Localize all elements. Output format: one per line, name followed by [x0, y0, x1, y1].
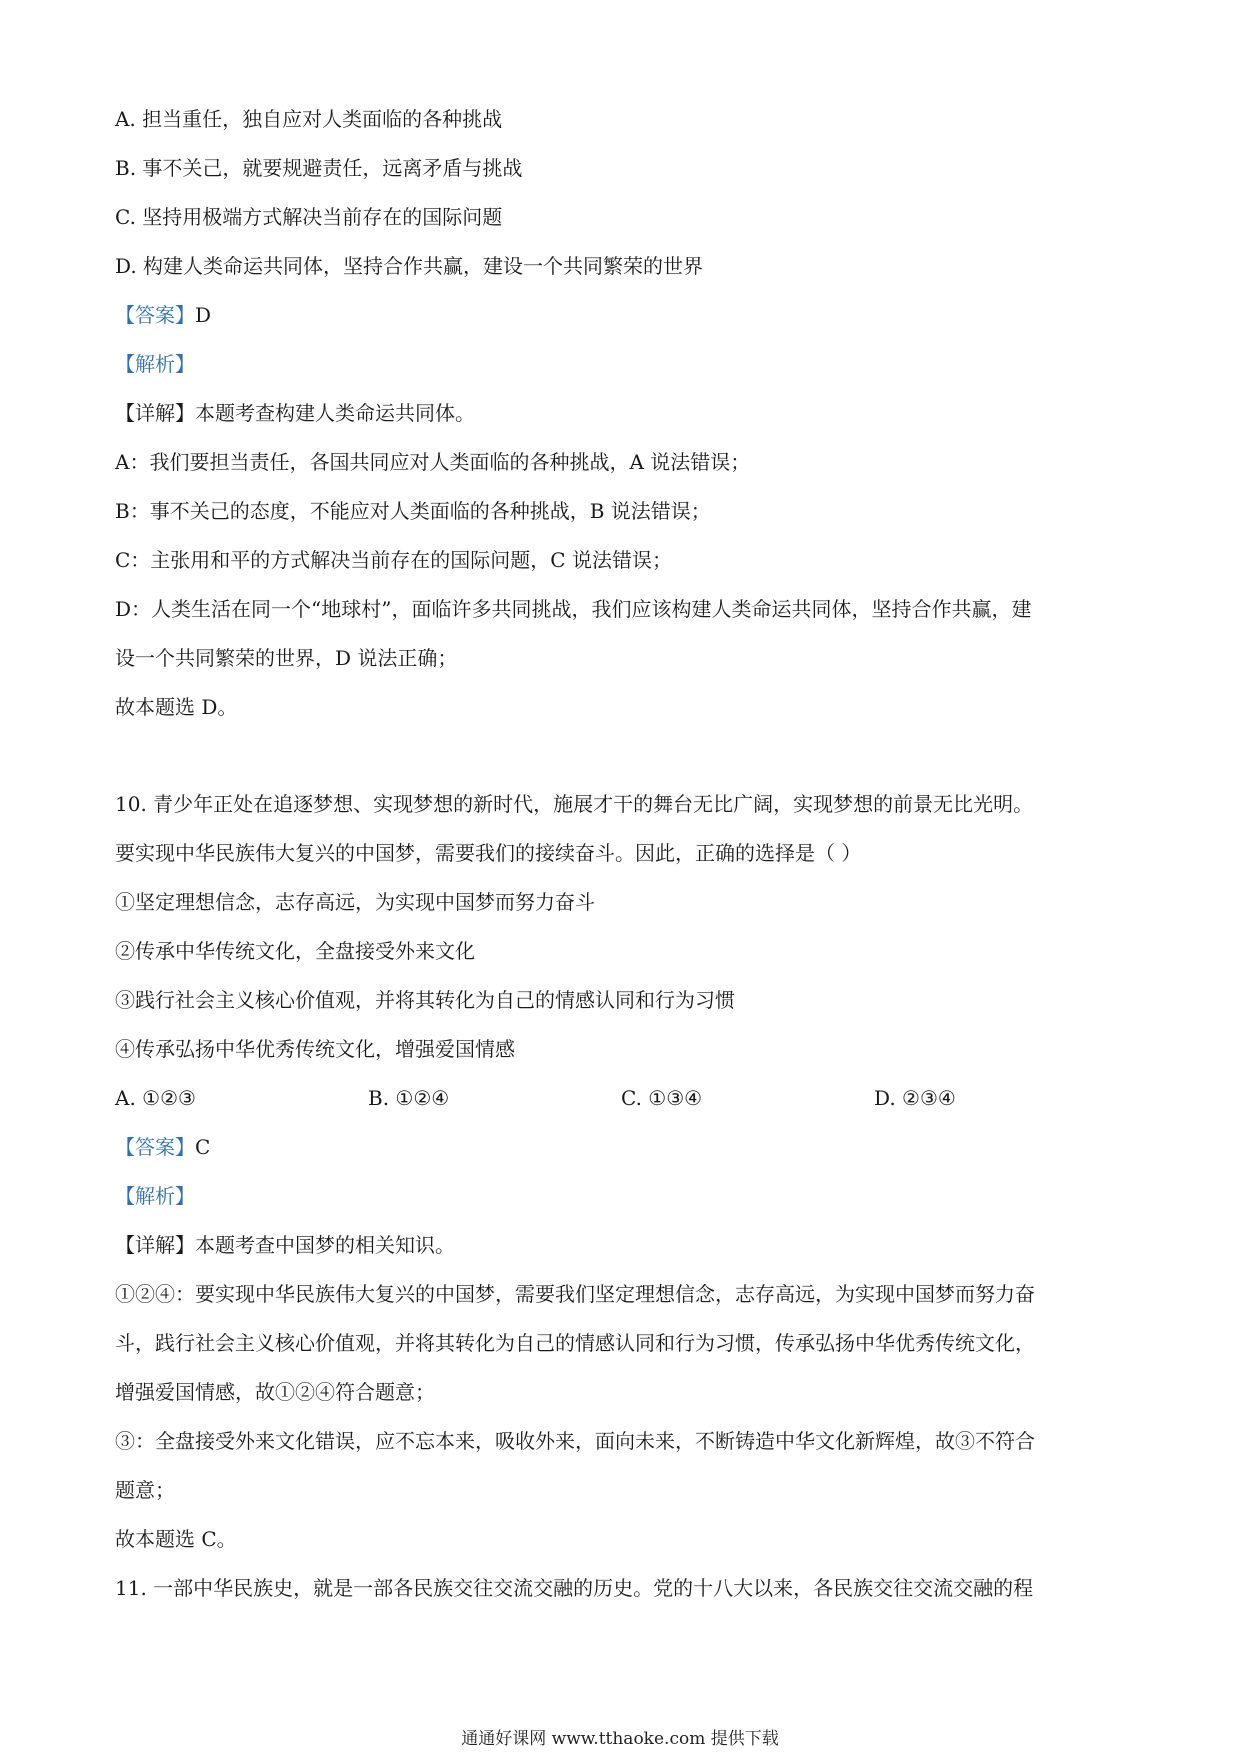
analysis-tag: 【解析】: [115, 1184, 195, 1208]
detail-tag: 【详解】: [115, 401, 195, 425]
q10-item: ①坚定理想信念，志存高远，为实现中国梦而努力奋斗: [115, 890, 595, 914]
q9-explain-line: 设一个共同繁荣的世界，D 说法正确；: [115, 646, 458, 670]
q9-detail: [115, 398, 475, 428]
q10-detail: [115, 1230, 455, 1260]
q10-choice-b: B. ①②④: [368, 1086, 450, 1110]
q9-answer: [115, 300, 211, 330]
q9-option-a: A. 担当重任，独自应对人类面临的各种挑战: [115, 107, 503, 131]
q10-conclusion: 故本题选 C。: [115, 1527, 237, 1551]
q10-item: ②传承中华传统文化，全盘接受外来文化: [115, 939, 475, 963]
q10-explain-line: 题意；: [115, 1478, 175, 1502]
answer-tag: 【答案】: [115, 1135, 195, 1159]
q10-explain-line: 增强爱国情感，故①②④符合题意；: [115, 1380, 435, 1404]
q10-analysis-heading: [115, 1181, 195, 1211]
analysis-tag: 【解析】: [115, 352, 195, 376]
q9-explain-line: C：主张用和平的方式解决当前存在的国际问题，C 说法错误；: [115, 548, 672, 572]
detail-intro: 本题考查中国梦的相关知识。: [195, 1233, 455, 1257]
q9-option-d: D. 构建人类命运共同体，坚持合作共赢，建设一个共同繁荣的世界: [115, 254, 704, 278]
q10-explain-line: 斗，践行社会主义核心价值观，并将其转化为自己的情感认同和行为习惯，传承弘扬中华优秀传统文化，: [115, 1331, 1035, 1355]
q9-explain-line: D：人类生活在同一个“地球村”，面临许多共同挑战，我们应该构建人类命运共同体，坚持合作共赢，建: [115, 597, 1032, 621]
q10-item: ③践行社会主义核心价值观，并将其转化为自己的情感认同和行为习惯: [115, 988, 735, 1012]
q9-option-b: B. 事不关己，就要规避责任，远离矛盾与挑战: [115, 156, 523, 180]
q9-explain-line: B：事不关己的态度，不能应对人类面临的各种挑战，B 说法错误；: [115, 499, 711, 523]
q10-item: ④传承弘扬中华优秀传统文化，增强爱国情感: [115, 1037, 515, 1061]
q9-analysis-heading: [115, 349, 195, 379]
answer-tag: 【答案】: [115, 303, 195, 327]
detail-intro: 本题考查构建人类命运共同体。: [195, 401, 475, 425]
detail-tag: 【详解】: [115, 1233, 195, 1257]
q10-stem-line: 10. 青少年正处在追逐梦想、实现梦想的新时代，施展才干的舞台无比广阔，实现梦想的前景无比光明。: [115, 792, 1034, 816]
q9-explain-line: A：我们要担当责任，各国共同应对人类面临的各种挑战，A 说法错误；: [115, 450, 751, 474]
q11-stem-line: 11. 一部中华民族史，就是一部各民族交往交流交融的历史。党的十八大以来，各民族交往交流交融的程: [115, 1576, 1034, 1600]
q10-answer: [115, 1132, 210, 1162]
q10-stem-line: 要实现中华民族伟大复兴的中国梦，需要我们的接续奋斗。因此，正确的选择是（ ）: [115, 841, 862, 865]
q9-option-c: C. 坚持用极端方式解决当前存在的国际问题: [115, 205, 503, 229]
q10-choice-a: A. ①②③: [115, 1086, 196, 1110]
q10-explain-line: ①②④：要实现中华民族伟大复兴的中国梦，需要我们坚定理想信念，志存高远，为实现中国梦而努力奋: [115, 1282, 1035, 1306]
answer-value: D: [195, 303, 212, 327]
page-footer: 通通好课网 www.tthaoke.com 提供下载: [461, 1729, 779, 1749]
q10-choice-d: D. ②③④: [874, 1086, 956, 1110]
answer-value: C: [195, 1135, 211, 1159]
q10-explain-line: ③：全盘接受外来文化错误，应不忘本来，吸收外来，面向未来，不断铸造中华文化新辉煌，故③不符合: [115, 1429, 1035, 1453]
q10-choice-c: C. ①③④: [621, 1086, 703, 1110]
q9-conclusion: 故本题选 D。: [115, 695, 238, 719]
